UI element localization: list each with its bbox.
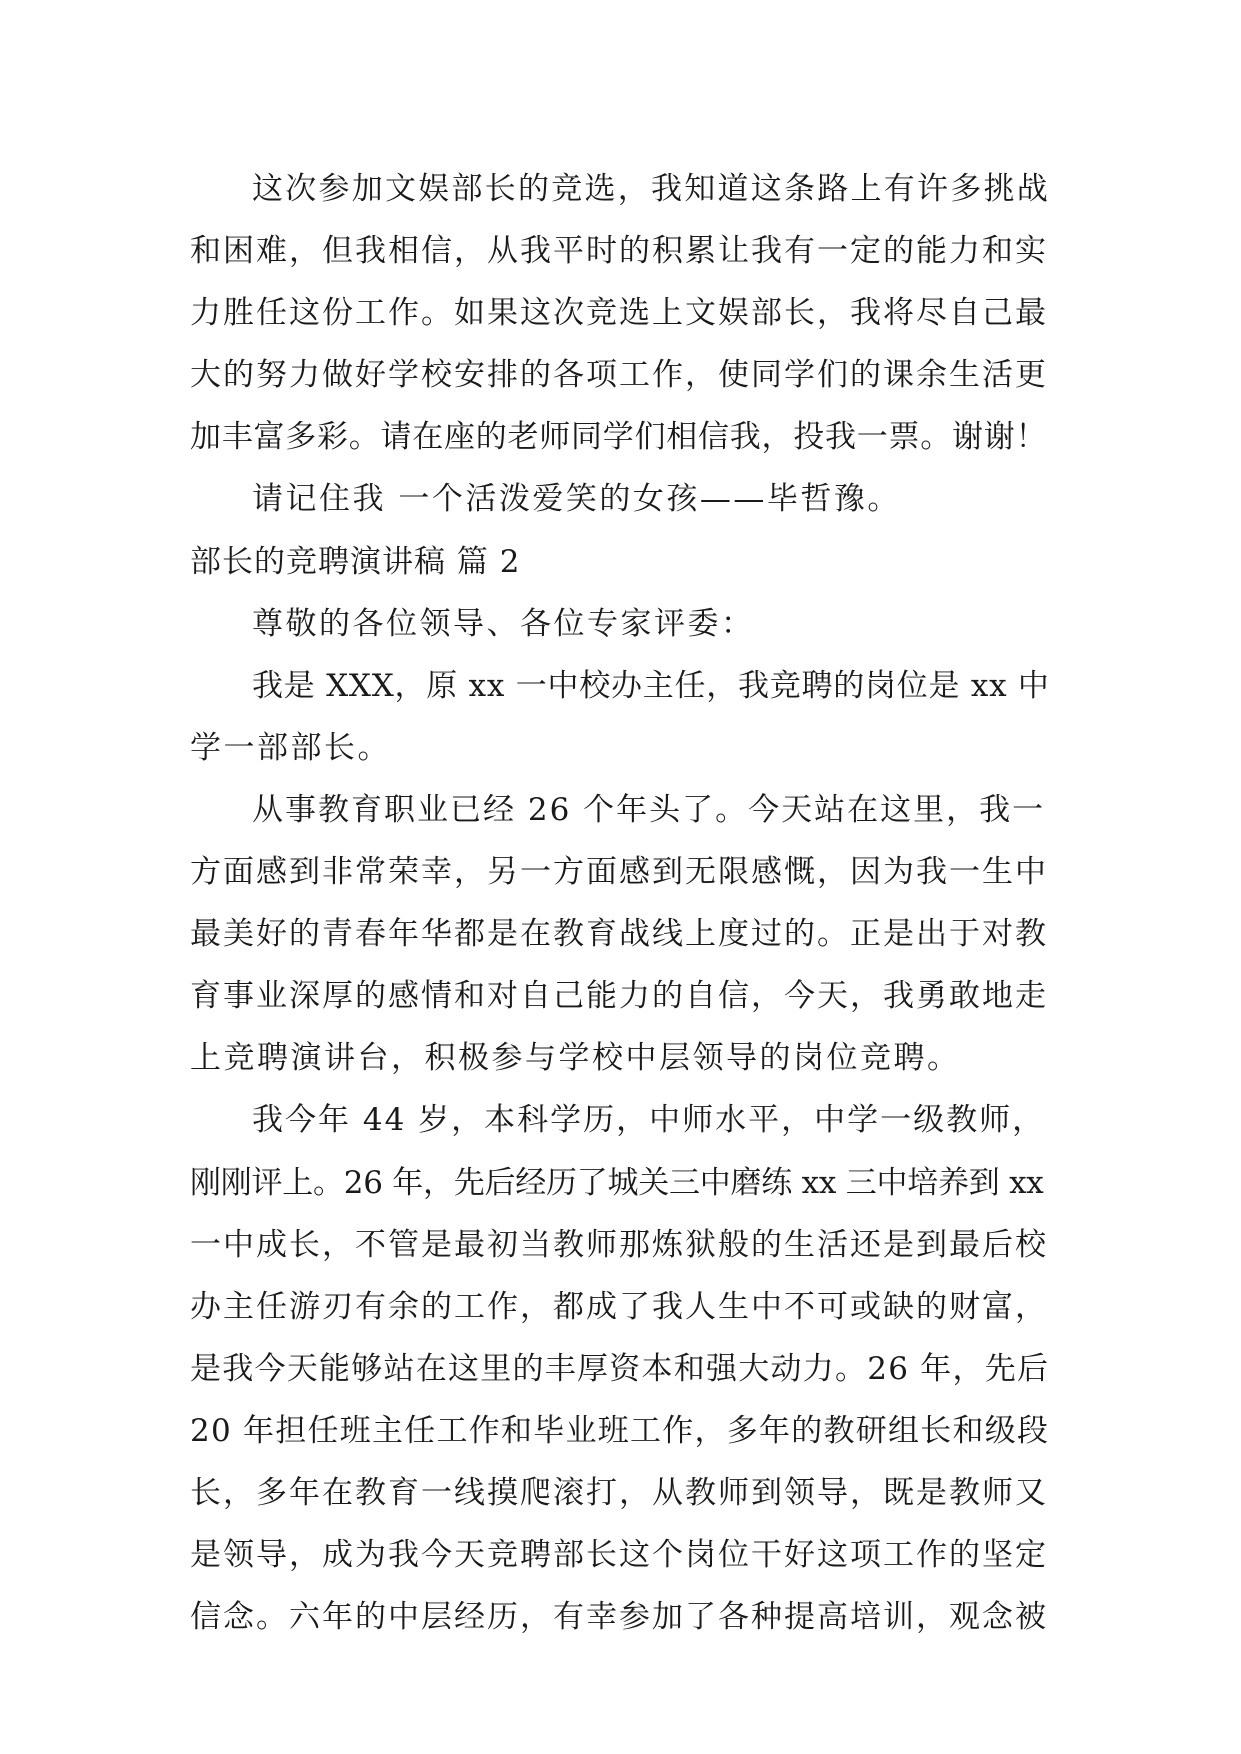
text-line: 是领导，成为我今天竞聘部长这个岗位干好这项工作的坚定 xyxy=(190,1537,1048,1574)
text-line: 和困难，但我相信，从我平时的积累让我有一定的能力和实 xyxy=(190,233,1048,270)
text-line: 方面感到非常荣幸，另一方面感到无限感慨，因为我一生中 xyxy=(190,854,1048,891)
text-line: 最美好的青春年华都是在教育战线上度过的。正是出于对教 xyxy=(190,916,1048,953)
text-line: 信念。六年的中层经历，有幸参加了各种提高培训，观念被 xyxy=(190,1599,1048,1636)
text-line: 大的努力做好学校安排的各项工作，使同学们的课余生活更 xyxy=(190,357,1048,394)
text-line: 力胜任这份工作。如果这次竞选上文娱部长，我将尽自己最 xyxy=(190,295,1048,332)
text-line: 从事教育职业已经 26 个年头了。今天站在这里，我一 xyxy=(252,791,1046,828)
text-line: 办主任游刃有余的工作，都成了我人生中不可或缺的财富， xyxy=(190,1288,1048,1325)
text-line: 这次参加文娱部长的竞选，我知道这条路上有许多挑战 xyxy=(252,171,1050,207)
text-line: 上竞聘演讲台，积极参与学校中层领导的岗位竞聘。 xyxy=(190,1040,961,1077)
text-line: 一中成长，不管是最初当教师那炼狱般的生活还是到最后校 xyxy=(190,1226,1048,1263)
text-line: 长，多年在教育一线摸爬滚打，从教师到领导，既是教师又 xyxy=(190,1474,1048,1511)
text-line: 育事业深厚的感情和对自己能力的自信，今天，我勇敢地走 xyxy=(190,978,1048,1015)
section-heading: 部长的竞聘演讲稿 篇 2 xyxy=(190,543,521,580)
text-line: 是我今天能够站在这里的丰厚资本和强大动力。26 年，先后 xyxy=(190,1350,1050,1387)
text-line: 我是 XXX，原 xx 一中校办主任，我竞聘的岗位是 xx 中 xyxy=(252,667,1050,704)
text-line: 20 年担任班主任工作和毕业班工作，多年的教研组长和级段 xyxy=(190,1412,1050,1449)
text-line: 学一部部长。 xyxy=(190,729,391,766)
text-line: 刚刚评上。26 年，先后经历了城关三中磨练 xx 三中培养到 xx xyxy=(190,1164,1044,1201)
text-line: 加丰富多彩。请在座的老师同学们相信我，投我一票。谢谢！ xyxy=(190,419,1048,456)
text-line: 我今年 44 岁，本科学历，中师水平，中学一级教师， xyxy=(252,1102,1046,1139)
text-line: 请记住我 一个活泼爱笑的女孩——毕哲豫。 xyxy=(252,481,901,518)
document-body xyxy=(190,158,1050,1648)
text-line: 尊敬的各位领导、各位专家评委： xyxy=(252,605,755,642)
